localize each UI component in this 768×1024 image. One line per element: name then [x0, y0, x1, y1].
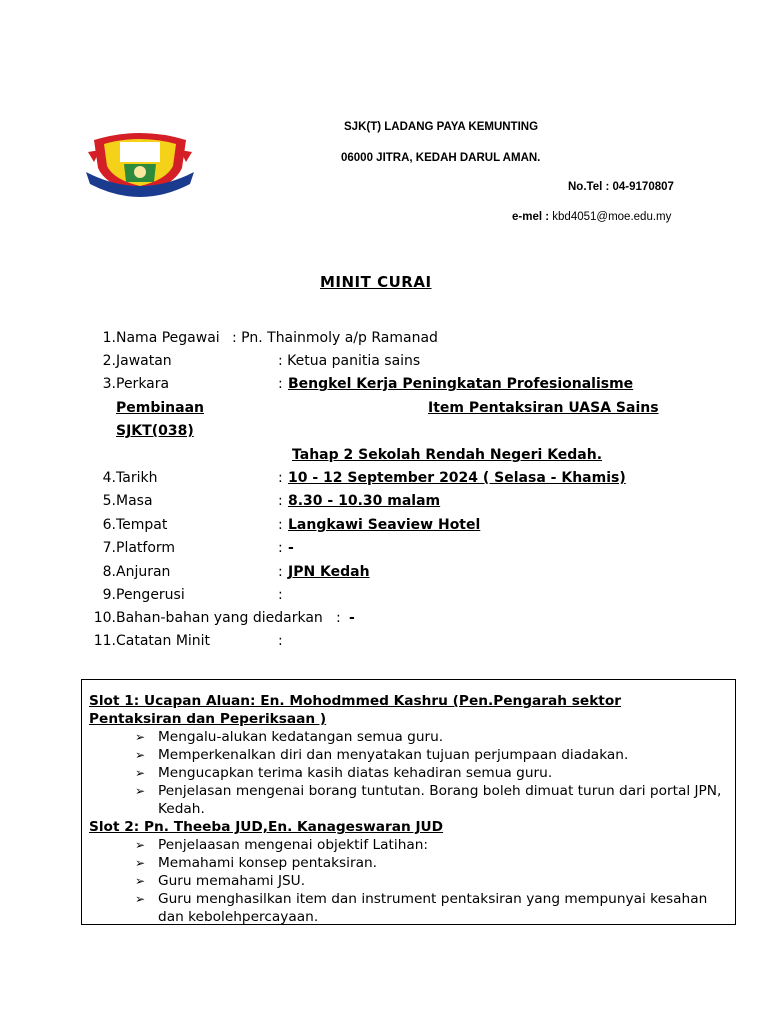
field-pengerusi: 9. Pengerusi :	[102, 587, 283, 603]
document-title: MINIT CURAI	[320, 273, 432, 291]
tel-value: 04-9170807	[612, 181, 674, 193]
field-catatan-minit: 11. Catatan Minit :	[93, 633, 283, 649]
school-logo	[84, 128, 200, 204]
field-bahan: 10. Bahan-bahan yang diedarkan : -	[93, 610, 355, 626]
field-perkara: 3. Perkara : Bengkel Kerja Peningkatan Profesionalisme	[102, 376, 634, 392]
field-jawatan: 2. Jawatan : Ketua panitia sains	[102, 353, 421, 369]
field-anjuran: 8. Anjuran : JPN Kedah	[102, 564, 370, 580]
school-telephone	[568, 181, 674, 193]
field-masa: 5. Masa : 8.30 - 10.30 malam	[102, 493, 441, 509]
arrow-bullet-icon: ➢	[135, 892, 146, 906]
slot-2-heading: Slot 2: Pn. Theeba JUD,En. Kanageswaran JUD	[89, 819, 444, 835]
list-item: ➢ Penjelaasan mengenai objektif Latihan:	[135, 837, 429, 853]
arrow-bullet-icon: ➢	[135, 748, 146, 762]
field-platform: 7. Platform : -	[102, 540, 294, 556]
school-address: 06000 JITRA, KEDAH DARUL AMAN.	[341, 152, 541, 164]
email-label: e-mel :	[512, 211, 550, 223]
arrow-bullet-icon: ➢	[135, 766, 146, 780]
email-value: kbd4051@moe.edu.my	[552, 211, 672, 223]
school-email	[512, 211, 671, 223]
minutes-notes-box	[81, 679, 736, 925]
arrow-bullet-icon: ➢	[135, 856, 146, 870]
field-nama-pegawai: 1. Nama Pegawai : Pn. Thainmoly a/p Ramanad	[102, 330, 438, 346]
field-perkara-line4: Tahap 2 Sekolah Rendah Negeri Kedah.	[292, 447, 603, 463]
list-item: ➢ Mengucapkan terima kasih diatas kehadiran semua guru.	[135, 765, 553, 781]
arrow-bullet-icon: ➢	[135, 838, 146, 852]
list-item: ➢ Memahami konsep pentaksiran.	[135, 855, 378, 871]
field-perkara-line3: SJKT(038)	[116, 423, 194, 439]
field-tarikh: 4. Tarikh : 10 - 12 September 2024 ( Selasa - Khamis)	[102, 470, 626, 486]
school-name: SJK(T) LADANG PAYA KEMUNTING	[344, 121, 539, 133]
list-item: ➢ Penjelasan mengenai borang tuntutan. Borang boleh dimuat turun dari portal JPN, Kedah.	[135, 783, 722, 817]
list-item: ➢ Mengalu-alukan kedatangan semua guru.	[135, 729, 444, 745]
list-item: ➢ Memperkenalkan diri dan menyatakan tujuan perjumpaan diadakan.	[135, 747, 629, 763]
arrow-bullet-icon: ➢	[135, 874, 146, 888]
field-tempat: 6. Tempat : Langkawi Seaview Hotel	[102, 517, 481, 533]
slot-1-heading: Slot 1: Ucapan Aluan: En. Mohodmmed Kashru (Pen.Pengarah sektor Pentaksiran dan Peperiksaan )	[89, 693, 622, 727]
field-perkara-line2: Pembinaan Item Pentaksiran UASA Sains	[116, 400, 659, 416]
list-item: ➢ Guru menghasilkan item dan instrument pentaksiran yang mempunyai kesahan dan kebolehpercayaan.	[135, 891, 708, 925]
list-item: ➢ Guru memahami JSU.	[135, 873, 306, 889]
arrow-bullet-icon: ➢	[135, 784, 146, 798]
tel-label: No.Tel :	[568, 181, 610, 193]
arrow-bullet-icon: ➢	[135, 730, 146, 744]
minutes-field-list	[92, 328, 712, 658]
